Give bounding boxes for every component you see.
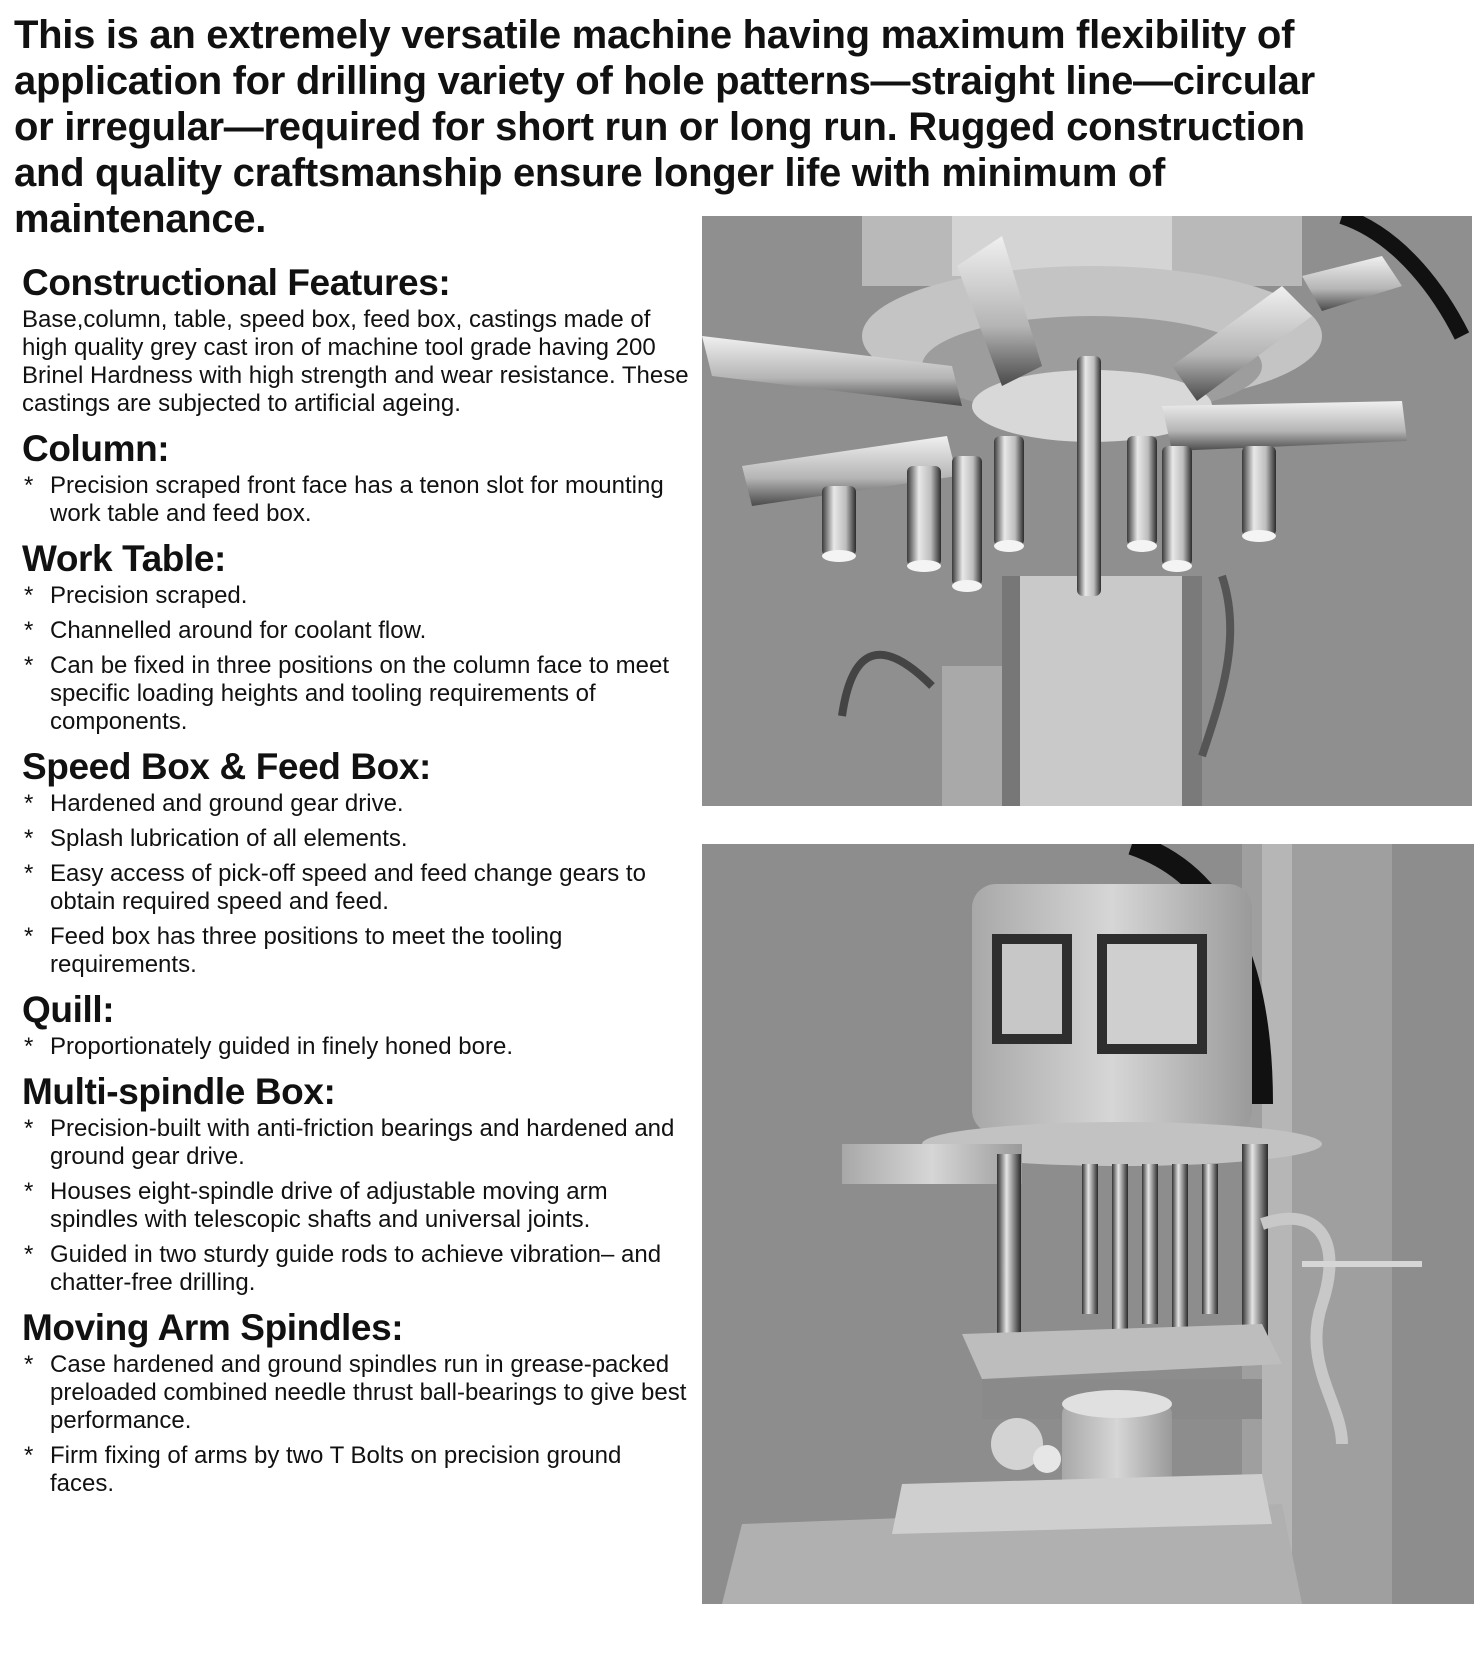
section-quill [22,989,692,1061]
bullet-list [22,472,692,528]
bullet-item: * Guided in two sturdy guide rods to achieve vibration– and chatter-free drilling. [22,1241,692,1297]
section-moving-arm-spindles [22,1307,692,1498]
section-title: Multi-spindle Box: [22,1071,336,1112]
bullet-item: * Firm fixing of arms by two T Bolts on precision ground faces. [22,1442,692,1498]
bullet-item: * Proportionately guided in finely honed bore. [22,1033,692,1061]
section-title: Quill: [22,989,115,1030]
drilling-machine-photo [702,844,1474,1604]
section-title: Speed Box & Feed Box: [22,746,431,787]
bullet-item: * Easy access of pick-off speed and feed change gears to obtain required speed and feed. [22,860,692,916]
multi-spindle-head-photo [702,216,1472,806]
section-title: Column: [22,428,170,469]
bullet-list [22,1115,692,1297]
section-multi-spindle-box [22,1071,692,1297]
bullet-item: * Channelled around for coolant flow. [22,617,692,645]
section-speed-feed-box [22,746,692,979]
bullet-item: * Splash lubrication of all elements. [22,825,692,853]
bullet-item: * Case hardened and ground spindles run in grease-packed preloaded combined needle thrust ball-bearings to give best performance. [22,1351,692,1435]
section-constructional-features [22,262,692,418]
section-title: Work Table: [22,538,226,579]
bullet-list [22,790,692,979]
features-column [22,262,692,1508]
bullet-item: * Houses eight-spindle drive of adjustable moving arm spindles with telescopic shafts and universal joints. [22,1178,692,1234]
section-column [22,428,692,528]
intro-paragraph: This is an extremely versatile machine having maximum flexibility of application for drilling variety of hole patterns—straight line—circular or irregular—required for short run or long run. Rugged construction and quality craftsmanship ensure longer life with minimum of maintenance. [14,13,1315,241]
section-work-table [22,538,692,736]
bullet-item: * Precision scraped front face has a tenon slot for mounting work table and feed box. [22,472,692,528]
bullet-item: * Precision-built with anti-friction bearings and hardened and ground gear drive. [22,1115,692,1171]
bullet-item: * Can be fixed in three positions on the column face to meet specific loading heights and tooling requirements of components. [22,652,692,736]
drilling-machine-drawing [702,844,1474,1604]
bullet-list [22,582,692,736]
bullet-item: * Precision scraped. [22,582,692,610]
bullet-item: * Hardened and ground gear drive. [22,790,692,818]
section-title: Moving Arm Spindles: [22,1307,404,1348]
bullet-list [22,1351,692,1498]
section-body: Base,column, table, speed box, feed box, castings made of high quality grey cast iron of machine tool grade having 200 Brinel Hardness with high strength and wear resistance. These castings are subjected to artificial ageing. [22,306,689,417]
bullet-list [22,1033,692,1061]
bullet-item: * Feed box has three positions to meet the tooling requirements. [22,923,692,979]
section-title: Constructional Features: [22,262,451,303]
multi-spindle-head-drawing [702,216,1472,806]
